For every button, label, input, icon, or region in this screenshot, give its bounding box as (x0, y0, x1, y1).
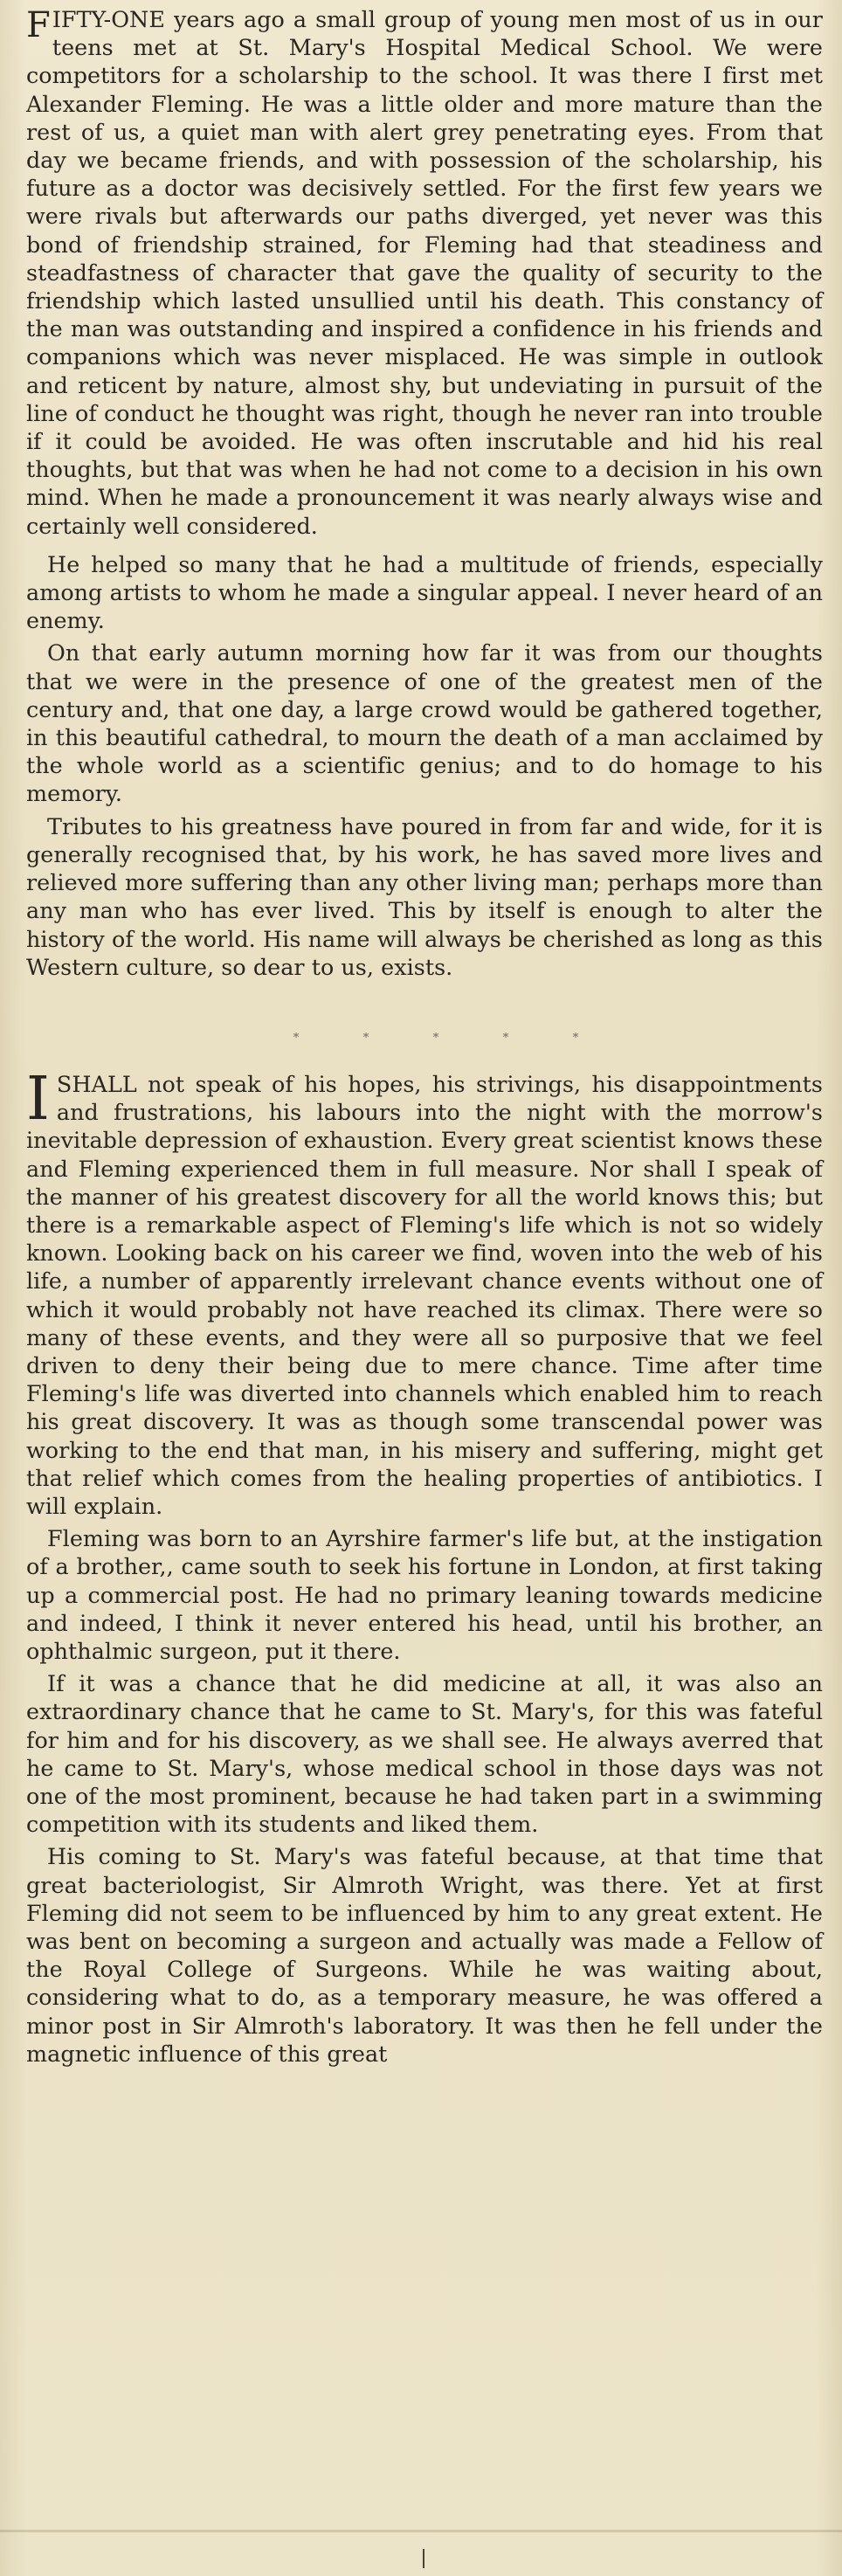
column-rule-mark (423, 2549, 424, 2568)
paragraph-chance-events (26, 1064, 823, 1520)
section-one (26, 0, 823, 981)
divider-star: * (502, 1031, 509, 1045)
paragraph-friends: He helped so many that he had a multitude of friends, especially among artists to whom he made a singular appeal. I never heard of an enemy. (26, 550, 823, 634)
paragraph-almroth-wright: His coming to St. Mary's was fateful because, at that time that great bacteriologist, Sir Almroth Wright, was there. Yet at first Fleming did not seem to be influenced by him to any great extent. He was bent on becoming a surgeon and actually was made a Fellow of the Royal College of Surgeons. While he was waiting about, considering what to do, as a temporary measure, he was offered a minor post in Sir Almroth's laboratory. It was then he fell under the magnetic influence of this great (26, 1843, 823, 2067)
section-two (26, 1064, 823, 2068)
drop-cap-f: F (26, 5, 51, 45)
paragraph-opening (26, 5, 823, 540)
divider-star: * (432, 1031, 439, 1045)
divider-star: * (293, 1031, 300, 1045)
divider-star: * (572, 1031, 579, 1045)
paragraph-tributes: Tributes to his greatness have poured in from far and wide, for it is generally recognised that, by his work, he has saved more lives and relieved more suffering than any other living man; perhaps more than any man who has ever lived. This by itself is enough to alter the history of the world. His name will always be cherished as long as this Western culture, so dear to us, exists. (26, 812, 823, 980)
paragraph-opening-text: IFTY-ONE years ago a small group of young men most of us in our teens met at St. Mary's Hospital Medical School. We were competitors for a scholarship to the school. It was there I first met Alexander Fleming. He was a little older and more mature than the rest of us, a quiet man with alert grey penetrating eyes. From that day we became friends, and with possession of the scholarship, his future as a doctor was decisively settled. For the first few years we were rivals but afterwards our paths diverged, yet never was this bond of friendship strained, for Fleming had that steadiness and steadfastness of character that gave the quality of security to the friendship which lasted unsullied until his death. This constancy of the man was outstanding and inspired a confidence in his friends and companions which was never misplaced. He was simple in outlook and reticent by nature, almost shy, but undeviating in pursuit of the line of conduct he thought was right, though he never ran into trouble if it could be avoided. He was often inscrutable and hid his real thoughts, but that was when he had not come to a decision in his own mind. When he made a pronouncement it was nearly always wise and certainly well considered. (26, 6, 823, 539)
divider-star: * (362, 1031, 369, 1045)
section-divider (26, 1033, 823, 1044)
paragraph-chance-events-text: SHALL not speak of his hopes, his strivings, his disappointments and frustrations, his labours into the night with the morrow's inevitable depression of exhaustion. Every great scientist knows these and Fleming experienced them in full measure. Nor shall I speak of the manner of his greatest discovery for all the world knows this; but there is a remarkable aspect of Fleming's life which is not so widely known. Looking back on his career we find, woven into the web of his life, a number of apparently irrelevant chance events without one of which it would probably not have reached its climax. There were so many of these events, and they were all so purposive that we feel driven to deny their being due to mere chance. Time after time Fleming's life was diverted into channels which enabled him to reach his great discovery. It was as though some transcendal power was working to the end that man, in his misery and suffering, might get that relief which comes from the healing properties of antibiotics. I will explain. (26, 1070, 823, 1519)
paper-fold-line (0, 2530, 842, 2532)
paragraph-ayrshire: Fleming was born to an Ayrshire farmer's life but, at the instigation of a brother,, came south to seek his fortune in London, at first taking up a commercial post. He had no primary leaning towards medicine and indeed, I think it never entered his head, until his brother, an ophthalmic surgeon, put it there. (26, 1525, 823, 1664)
drop-cap-i: I (26, 1064, 50, 1134)
paragraph-st-marys: If it was a chance that he did medicine at all, it was also an extraordinary chance that he came to St. Mary's, for this was fateful for him and for his discovery, as we shall see. He always averred that he came to St. Mary's, whose medical school in those days was not one of the most prominent, because he had taken part in a swimming competition with its students and liked them. (26, 1670, 823, 1838)
paragraph-cathedral: On that early autumn morning how far it was from our thoughts that we were in the presence of one of the greatest men of the century and, that one day, a large crowd would be gathered together, in this beautiful cathedral, to mourn the death of a man acclaimed by the whole world as a scientific genius; and to do homage to his memory. (26, 639, 823, 807)
